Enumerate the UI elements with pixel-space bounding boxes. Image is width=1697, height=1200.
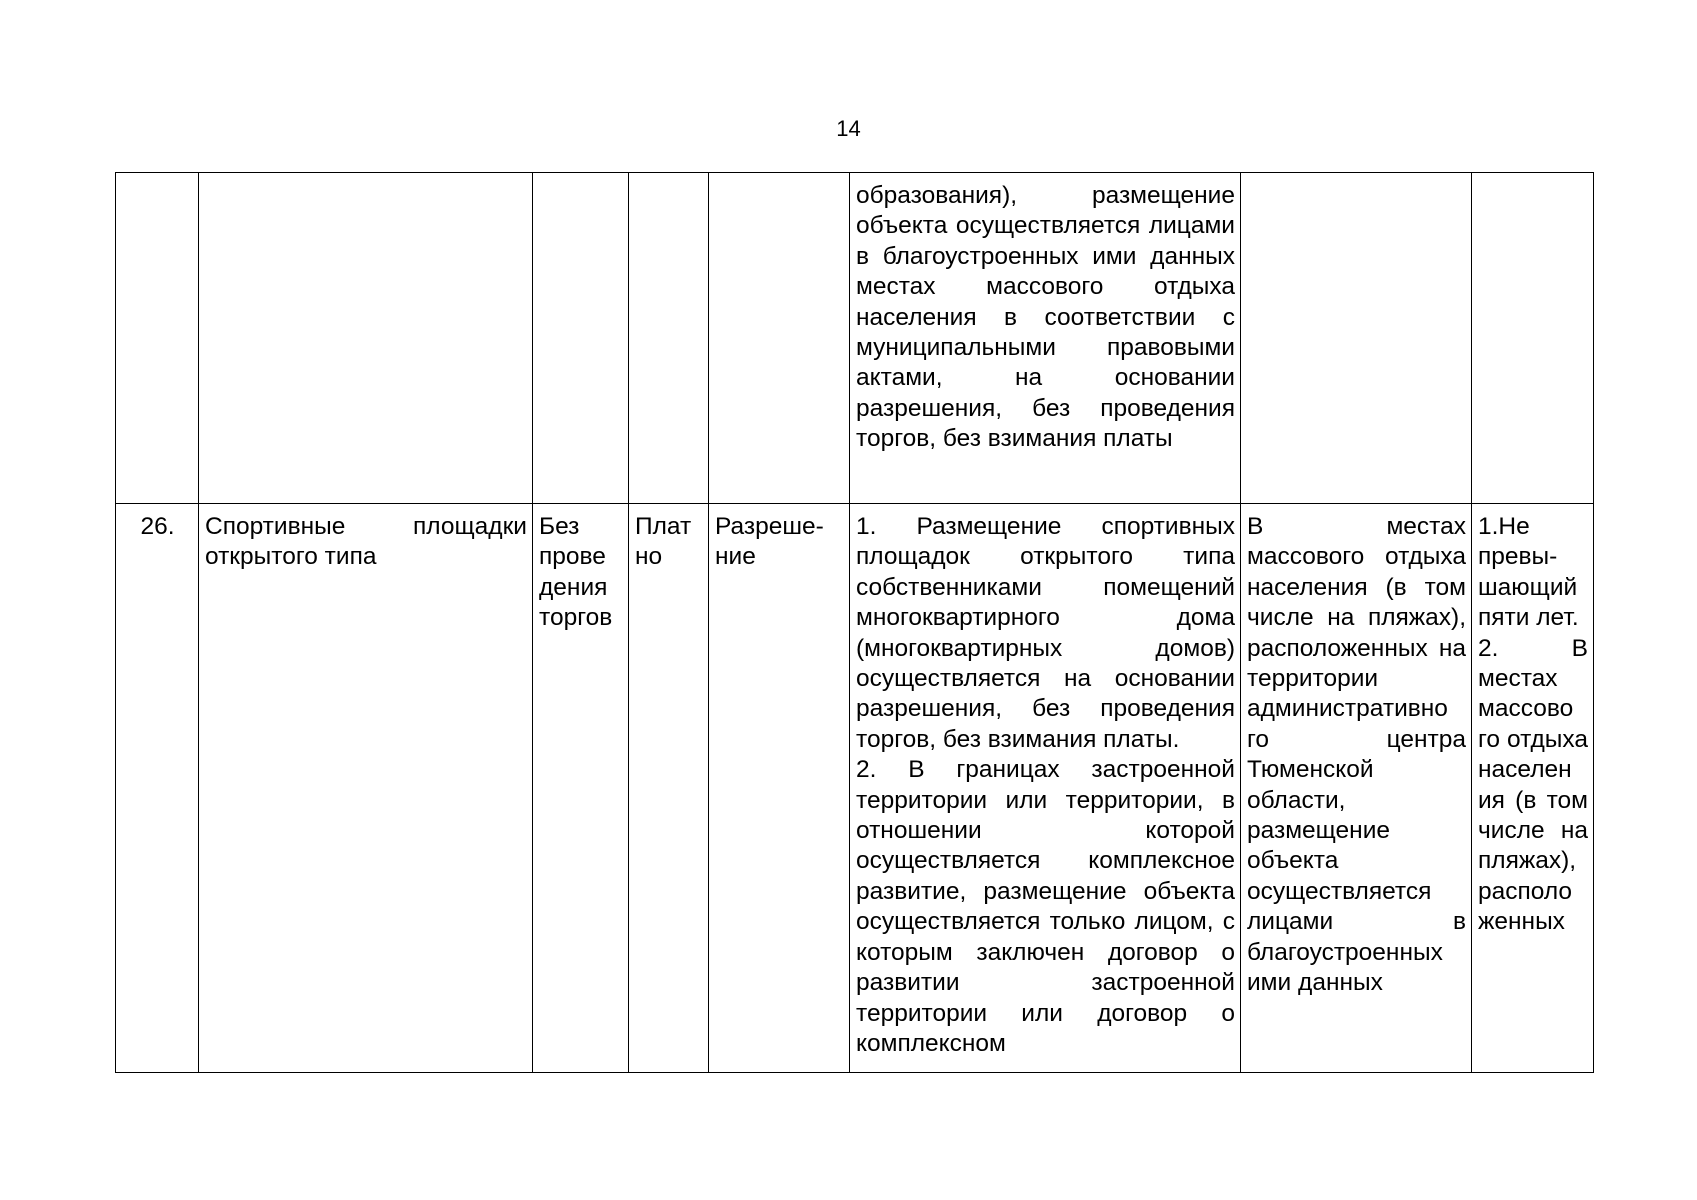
- table-row-26: [116, 504, 1594, 1073]
- cell-procedure: Без прове дения торгов: [533, 504, 629, 1073]
- cell-term: [1472, 173, 1594, 504]
- cell-number: [116, 173, 199, 504]
- cell-document: Разреше- ние: [709, 504, 850, 1073]
- cell-fee: Плат но: [629, 504, 709, 1073]
- cell-object-name: [199, 173, 533, 504]
- cell-object-name: Спортивные площадки открытого типа: [199, 504, 533, 1073]
- page-number: 14: [836, 116, 861, 141]
- conditions-item-2: 2. В границах застроенной территории или территории, в отношении которой осуществляется комплексное развитие, размещение объекта осуществляется только лицом, с которым заключен договор о развитии застроенной территории или договор о комплексном: [856, 756, 1235, 1057]
- cell-procedure: [533, 173, 629, 504]
- cell-document: [709, 173, 850, 504]
- table-row-continuation: [116, 173, 1594, 504]
- cell-conditions: [850, 504, 1241, 1073]
- cell-conditions: образования), размещение объекта осуществляется лицами в благоустроенных ими данных местах массового отдыха населения в соответствии с муниципальными правовыми актами, на основании разрешения, без проведения торгов, без взимания платы: [850, 173, 1241, 504]
- regulation-table: [115, 172, 1594, 1073]
- cell-fee: [629, 173, 709, 504]
- cell-location: В местах массового отдыха населения (в том числе на пляжах), расположенных на территории административно го центра Тюменской области, размещение объекта осуществляется лицами в благоустроенных ими данных: [1241, 504, 1472, 1073]
- cell-number: 26.: [116, 504, 199, 1073]
- term-item-1: 1.Не превы- шающий пяти лет.: [1478, 513, 1579, 632]
- cell-location: [1241, 173, 1472, 504]
- conditions-item-1: 1. Размещение спортивных площадок открытого типа собственниками помещений многоквартирного дома (многоквартирных домов) осуществляется на основании разрешения, без проведения торгов, без взимания платы.: [856, 513, 1235, 753]
- term-item-2: 2. В местах массово го отдыха населен ия (в том числе на пляжах), располо женных: [1478, 634, 1588, 936]
- cell-term: [1472, 504, 1594, 1073]
